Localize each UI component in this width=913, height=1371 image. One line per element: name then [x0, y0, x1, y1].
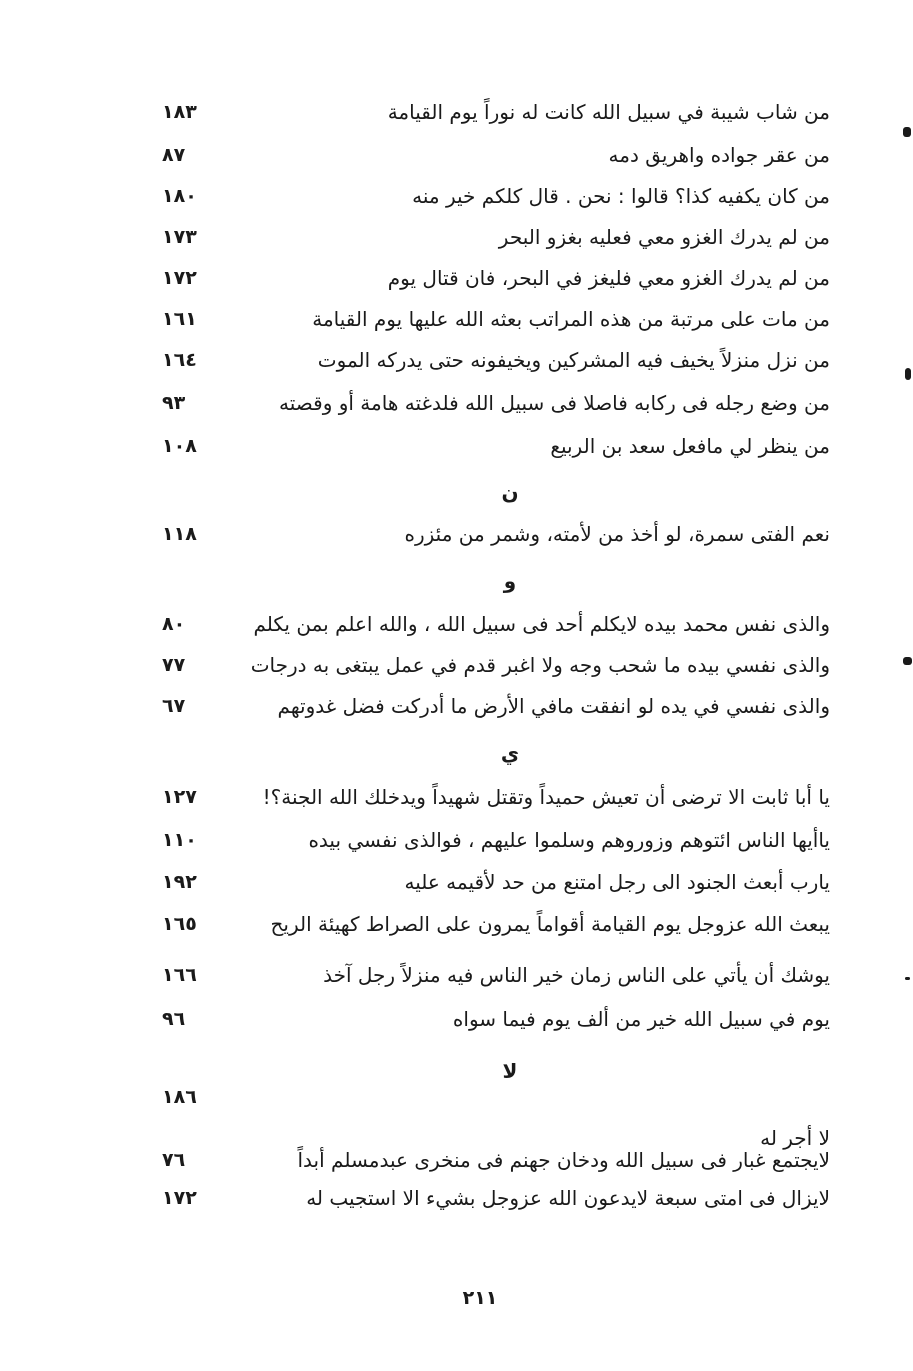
entry-page-number: ١٦٥	[162, 913, 197, 935]
entry-page-number: ١٦٤	[162, 349, 197, 371]
entry-page-number: ١٢٧	[162, 786, 197, 808]
entry-page-number: ١٧٢	[162, 267, 197, 289]
entry-page-number: ١٦٦	[162, 964, 197, 986]
index-entry	[150, 1136, 840, 1176]
entry-text: من كان يكفيه كذا؟ قالوا : نحن . قال كلكم خير منه	[412, 184, 830, 208]
entry-text: نعم الفتى سمرة، لو أخذ من لأمته، وشمر من مئزره	[404, 522, 830, 546]
section-heading: و	[503, 569, 517, 593]
entry-text: ياأيها الناس ائتوهم وزوروهم وسلموا عليهم ، فوالذى نفسي بيده	[308, 828, 830, 852]
entry-text: من لم يدرك الغزو معي فعليه بغزو البحر	[498, 225, 830, 249]
entry-text: يارب أبعث الجنود الى رجل امتنع من حد لأقيمه عليه	[404, 870, 830, 894]
index-entry	[150, 999, 840, 1039]
index-entry	[150, 383, 840, 423]
entry-page-number: ١١٠	[162, 829, 197, 851]
index-entry	[150, 904, 840, 944]
entry-page-number: ١٠٨	[162, 435, 197, 457]
entry-text: لايجتمع غبار فى سبيل الله ودخان جهنم فى منخرى عبدمسلم أبداً	[297, 1148, 830, 1172]
scan-mark	[903, 127, 911, 137]
entry-page-number: ٨٠	[162, 613, 186, 635]
section-heading: لا	[502, 1059, 518, 1083]
entry-text: والذى نفسي في يده لو انفقت مافي الأرض ما أدركت فضل غدوتهم	[277, 694, 830, 718]
index-entry	[150, 92, 840, 132]
entry-page-number: ١٩٢	[162, 871, 197, 893]
section-heading: ي	[500, 741, 520, 765]
entry-text: من مات على مرتبة من هذه المراتب بعثه الله عليها يوم القيامة	[312, 307, 830, 331]
entry-page-number: ١٧٢	[162, 1187, 197, 1209]
entry-text: يا أبا ثابت الا ترضى أن تعيش حميداً وتقتل شهيداً ويدخلك الله الجنة؟!	[262, 785, 830, 809]
entry-text: لايزال فى امتى سبعة لايدعون الله عزوجل بشيء الا استجيب له	[306, 1186, 830, 1210]
entry-page-number: ١٨٣	[162, 101, 197, 123]
entry-page-number: ١٨٠	[162, 185, 197, 207]
scan-mark	[905, 977, 910, 980]
entry-text: من لم يدرك الغزو معي فليغز في البحر، فان قتال يوم	[387, 266, 830, 290]
section-heading: ن	[501, 480, 519, 504]
entry-text: من نزل منزلاً يخيف فيه المشركين ويخيفونه حتى يدركه الموت	[317, 348, 830, 372]
scan-mark	[905, 368, 911, 380]
index-entry	[150, 820, 840, 860]
index-entry	[150, 176, 840, 216]
entry-page-number: ١٦١	[162, 308, 197, 330]
entry-page-number: ٧٦	[162, 1149, 186, 1171]
page-number: ٢١١	[462, 1287, 498, 1309]
entry-text: والذى نفس محمد بيده لايكلم أحد فى سبيل الله ، والله اعلم بمن يكلم	[253, 612, 830, 636]
entry-page-number: ٨٧	[162, 144, 186, 166]
entry-text: يبعث الله عزوجل يوم القيامة أقواماً يمرون على الصراط كهيئة الريح	[270, 912, 830, 936]
entry-text: يوم في سبيل الله خير من ألف يوم فيما سواه	[452, 1007, 830, 1031]
entry-page-number: ٩٦	[162, 1008, 186, 1030]
entry-text: يوشك أن يأتي على الناس زمان خير الناس فيه منزلاً رجل آخذ	[323, 963, 830, 987]
entry-text: من ينظر لي مافعل سعد بن الربيع	[550, 434, 830, 458]
entry-page-number: ١٨٦	[162, 1086, 197, 1108]
index-entry	[150, 299, 840, 339]
entry-text: لا أجر له	[760, 1126, 830, 1150]
index-entry	[150, 604, 840, 644]
index-entry	[150, 258, 840, 298]
index-entry	[150, 426, 840, 466]
index-entry	[150, 862, 840, 902]
index-entry	[150, 645, 840, 685]
index-entry	[150, 686, 840, 726]
entry-page-number: ٦٧	[162, 695, 186, 717]
entry-page-number: ١٧٣	[162, 226, 197, 248]
index-entry	[150, 955, 840, 995]
index-entry	[150, 217, 840, 257]
entry-text: والذى نفسي بيده ما شحب وجه ولا اغبر قدم في عمل يبتغى به درجات	[250, 653, 830, 677]
index-entry	[150, 777, 840, 817]
entry-text: من عقر جواده واهريق دمه	[608, 143, 830, 167]
index-entry	[150, 514, 840, 554]
entry-page-number: ٧٧	[162, 654, 186, 676]
scan-mark	[903, 657, 912, 665]
index-entry	[150, 1178, 840, 1218]
entry-page-number: ٩٣	[162, 392, 186, 414]
entry-text: من وضع رجله فى ركابه فاصلا فى سبيل الله فلدغته هامة أو وقصته	[279, 391, 830, 415]
index-entry	[150, 135, 840, 175]
entry-page-number: ١١٨	[162, 523, 197, 545]
index-entry	[150, 340, 840, 380]
entry-text: من شاب شيبة في سبيل الله كانت له نوراً يوم القيامة	[387, 100, 830, 124]
